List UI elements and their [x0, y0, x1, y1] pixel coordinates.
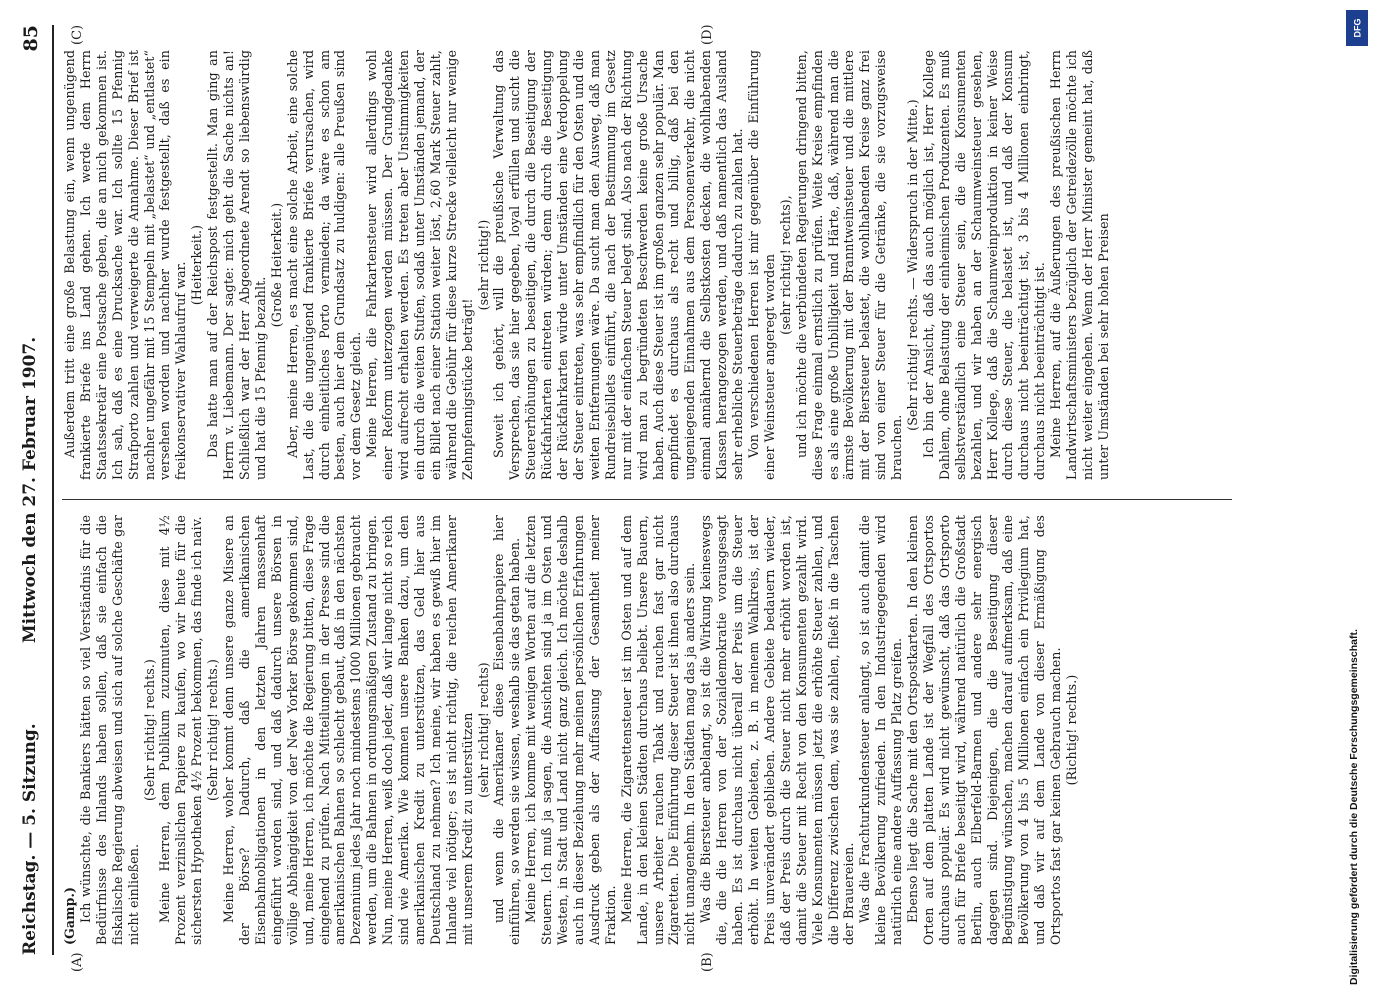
paragraph: Meine Herren, woher kommt denn unsere ganze Misere an der Börse? Dadurch, daß die amerikanischen Eisenbahnobligationen in den letzten Jahren massenhaft eingeführt worden sind, und daß dadurch unsere Börsen in völlige Abhängigkeit von der New Yorker Börse gekommen sind, und, meine Herren, ich möchte die Regierung bitten, diese Frage eingehend zu prüfen. Nach Mitteilungen in der Presse sind die amerikanischen Bahnen so schlecht gebaut, daß in den nächsten Dezennium jedes Jahr noch mindestens 1000 Millionen gebraucht werden, um die Bahnen in ordnungsmäßigen Zustand zu bringen. Nun, meine Herren, weiß doch jeder, daß wir lange nicht so reich sind wie Amerika. Wie kommen unsere Banken dazu, um den amerikanischen Kredit zu unterstützen, das Geld hier aus Deutschland zu nehmen? Ich meine, wir haben es gewiß hier im Inlande viel nötiger; es ist nicht richtig, die reichen Amerikaner mit unserem Kredit zu unterstützen: [221, 515, 475, 945]
margin-marker-a: (A): [70, 952, 85, 972]
paragraph: Das hatte man auf der Reichspost festgestellt. Man ging an Herrn v. Liebemann. Der sagte: mich geht die Sache nichts an! Schließlich war der Herr Abgeordnete Arendt so liebenswürdig und hat die 15 Pfennig bezahlt.: [205, 50, 268, 480]
paragraph: Soweit ich gehört, will die preußische Verwaltung das Versprechen, das sie hier gegeben, loyal erfüllen und sucht die Steuererhöhungen zu beseitigen, die durch die Beseitigung der Rückfahrkarten eintreten würden; denn durch die Beseitigung der Rückfahrkarten würde unter Umständen eine Verdoppelung der Steuer eintreten, was sehr empfindlich für den Osten und die weiten Entfernungen wäre. Da sucht man den Ausweg, daß man Rundreisebillets einführt, die nach der Bestimmung im Gesetz nur mit der einfachen Steuer belegt sind. Also nach der Richtung wird man zu begründeten Beschwerden keine große Ursache haben. Auch diese Steuer ist im großen ganzen sehr populär. Man empfindet es durchaus als recht und billig, daß bei den ungeniegenden Einnahmen aus dem Personenverkehr, die nicht einmal annähernd die Selbstkosten decken, die wohlhabenden Klassen herangezogen werden, und daß namentlich das Ausland sehr erhebliche Steuerbeträge dadurch zu zahlen hat.: [491, 50, 746, 480]
interjection: (Sehr richtig! rechts. — Widerspruch in der Mitte.): [905, 99, 921, 431]
margin-marker-d: (D): [700, 24, 715, 45]
header-date: Mittwoch den 27. Februar 1907.: [20, 336, 40, 644]
dfg-logo: [1346, 10, 1368, 46]
left-column: [62, 515, 1242, 945]
paragraph: Was die Biersteuer anbelangt, so ist die Wirkung keineswegs die, die die Herren von der Sozialdemokratie vorausgesagt haben. Es ist durchaus nicht überall der Preis um die Steuer erhöht. In weiten Gebieten, z. B. in meinem Wahlkreis, ist der Preis unverändert geblieben. Andere Gebiete bedauern wieder, daß der Preis durch die Steuer nicht mehr erhöht worden ist, damit die Steuer mit Recht von den Konsumenten gezahlt wird. Viele Konsumenten müssen jetzt die erhöhte Steuer zahlen, und die Differenz zwischen dem, was sie zahlen, fließt in die Taschen der Brauereien.: [698, 515, 857, 945]
margin-marker-c: (C): [70, 24, 85, 45]
interjection: (Richtig! rechts.): [1064, 674, 1080, 786]
interjection: (sehr richtig! rechts): [475, 662, 491, 798]
paragraph: Meine Herren, ich komme mit wenigen Worten auf die letzten Steuern. Ich muß ja sagen, die Ansichten sind ja im Osten und Westen, in Stadt und Land nicht ganz gleich. Ich möchte deshalb auch in dieser Beziehung mehr meinen persönlichen Erfahrungen Ausdruck geben als der Auffassung der Gesamtheit meiner Fraktion.: [523, 515, 618, 945]
interjection: (Sehr richtig! rechts.): [205, 659, 221, 801]
dfg-logo-text: DFG: [1352, 18, 1362, 38]
paragraph: Ich wünschte, die Bankiers hätten so viel Verständnis für die Bedürfnisse des Inlands haben sollen, daß sie einfach die fiskalische Regierung abweisen und sich auf solche Geschäfte gar nicht einließen.: [77, 515, 141, 945]
interjection: (sehr richtig!): [475, 219, 491, 311]
paragraph: Meine Herren, auf die Äußerungen des preußischen Herrn Landwirtschaftsministers bezüglich der Getreidezölle möchte ich nicht weiter eingehen. Wenn der Herr Minister gemeint hat, daß unter Umständen bei sehr hohen Preisen: [1048, 50, 1111, 480]
paragraph: und ich möchte die verbündeten Regierungen dringend bitten, diese Frage einmal ernstlich zu prüfen. Weite Kreise empfinden es als eine große Unbilligkeit und Härte, daß, während man die ärmste Bevölkerung mit der Branntweinsteuer und die mittlere mit der Biersteuer belastet, die wohlhabenden Kreise ganz frei sind von einer Steuer für die Getränke, die sie vorzugsweise brauchen.: [793, 50, 905, 480]
paragraph: Ebenso liegt die Sache mit den Ortspostkarten. In den kleinen Orten auf dem platten Lande ist der Wegfall des Ortsportos durchaus populär. Es wird nicht gewünscht, daß das Ortsporto auch für Briefe beseitigt wird, während natürlich die Großstadt Berlin, auch Elberfeld-Barmen und andere sehr energisch dagegen sind. Diejenigen, die die Beseitigung dieser Begünstigung wünschen, machen darauf aufmerksam, daß eine Bevölkerung von 4 bis 5 Millionen einfach ein Privilegium hat, und daß wir auf dem Lande von dieser Ermäßigung des Ortsportos fast gar keinen Gebrauch machen.: [905, 515, 1064, 945]
paragraph: Meine Herren, dem Publikum zuzumuten, diese mit 4½ Prozent verzinslichen Papiere zu kaufen, wo wir heute für die sichersten Hypotheken 4½ Prozent bekommen, das finde ich naiv.: [157, 515, 205, 945]
page-number: 85: [20, 25, 42, 52]
interjection: (sehr richtig! rechts),: [777, 195, 793, 335]
paragraph: und wenn die Amerikaner diese Eisenbahnpapiere hier einführen, so werden sie wissen, weshalb sie das getan haben.: [491, 515, 523, 945]
digitization-credit: Digitalisierung gefördert durch die Deutsche Forschungsgemeinschaft.: [1348, 629, 1360, 985]
paragraph: Meine Herren, die Zigarettensteuer ist im Osten und auf dem Lande, in den kleinen Städten durchaus beliebt. Unsere Bauern, unsere Arbeiter rauchen Tabak und rauchen fast gar nicht Zigaretten. Die Einführung dieser Steuer ist ihnen also durchaus nicht unangenehm. In den Städten mag das ja anders sein.: [618, 515, 698, 945]
interjection: (Sehr richtig! rechts.): [141, 659, 157, 801]
header-rule: [52, 25, 54, 955]
paragraph: Von verschiedenen Herren ist mir gegenüber die Einführung einer Weinsteuer angeregt worden: [745, 50, 777, 480]
speaker-label: (Gamp.): [62, 886, 77, 945]
paragraph: Aber, meine Herren, es macht eine solche Arbeit, eine solche Last, die die ungenügend frankierte Briefe verursachen, wird durch einheitliches Porto vermieden; da wäre es schon am besten, auch hier dem Grundsatz zu huldigen: alle Preußen sind vor dem Gesetz gleich.: [284, 50, 364, 480]
interjection: (Große Heiterkeit.): [268, 202, 284, 328]
paragraph: Was die Frachturkundensteuer anlangt, so ist auch damit die kleine Bevölkerung zufrieden. In den Industriegegenden wird natürlich eine andere Auffassung Platz greifen.: [857, 515, 905, 945]
running-header: [20, 25, 50, 955]
header-section: Reichstag. — 5. Sitzung.: [20, 723, 40, 955]
right-column: [62, 50, 1242, 480]
column-divider: [62, 499, 1232, 500]
margin-marker-b: (B): [700, 952, 715, 972]
paragraph: Außerdem tritt eine große Belastung ein, wenn ungenügend frankierte Briefe ins Land gehen. Ich werde dem Herrn Staatssekretär eine Postsache geben, die an mich gekommen ist. Ich sah, daß es eine Drucksache war. Ich sollte 15 Pfennig Strafporto zahlen und verweigerte die Annahme. Dieser Brief ist nachher ungefähr mit 15 Stempeln mit „belastet“ und „entlastet“ versehen worden und nachher wurde festgestellt, daß es ein freikonservativer Wahlaufruf war.: [62, 50, 189, 480]
paragraph: Ich bin der Ansicht, daß das auch möglich ist, Herr Kollege Dahlem, ohne Belastung der einheimischen Produzenten. Es muß selbstverständlich eine Steuer sein, die die Konsumenten bezahlen, und wir haben an der Schaumweinsteuer gesehen, Herr Kollege, daß die Schaumweinproduktion in keiner Weise durch diese Steuer, die belastet ist, und daß der Konsum durchaus nicht beeinträchtigt ist, 3 bis 4 Millionen einbringt, durchaus nicht beeinträchtigt ist.: [920, 50, 1048, 480]
paragraph: Meine Herren, die Fahrkartensteuer wird allerdings wohl einer Reform unterzogen werden müssen. Der Grundgedanke wird aufrecht erhalten werden. Es treten aber Unstimmigkeiten ein durch die weiten Stufen, sodaß unter Umständen jemand, der ein Billet nach einer Station weiter löst, 2,60 Mark Steuer zahlt, während die Gebühr für diese kurze Strecke vielleicht nur wenige Zehnpfennigstücke beträgt!: [364, 50, 475, 480]
interjection: (Heiterkeit.): [189, 224, 205, 306]
